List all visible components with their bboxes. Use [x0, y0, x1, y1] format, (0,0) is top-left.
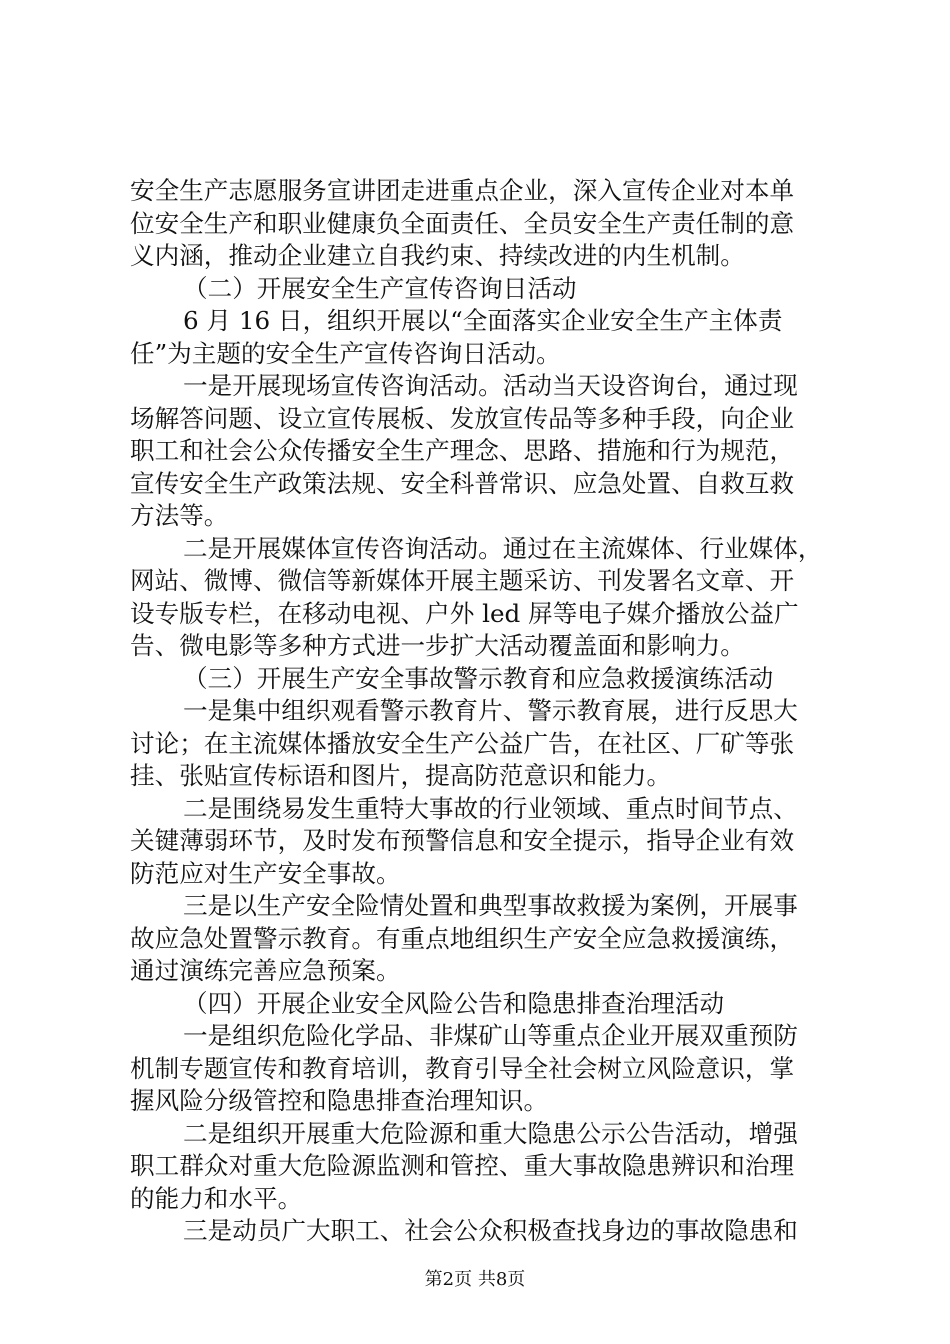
body-line: 讨论；在主流媒体播放安全生产公益广告，在社区、厂矿等张: [130, 728, 795, 758]
body-line: 二是围绕易发生重特大事故的行业领域、重点时间节点、: [183, 793, 798, 823]
body-line: 场解答问题、设立宣传展板、发放宣传品等多种手段，向企业: [130, 403, 795, 433]
body-line: 一是组织危险化学品、非煤矿山等重点企业开展双重预防: [183, 1021, 798, 1050]
page-number-footer: 第2页 共8页: [424, 1268, 526, 1290]
body-line: 告、微电影等多种方式进一步扩大活动覆盖面和影响力。: [130, 631, 745, 660]
body-line: 故应急处置警示教育。有重点地组织生产安全应急救援演练，: [130, 923, 795, 953]
section-heading: （二）开展安全生产宣传咨询日活动: [183, 273, 577, 303]
body-line: 的能力和水平。: [130, 1183, 303, 1213]
body-line: 任”为主题的安全生产宣传咨询日活动。: [130, 338, 561, 368]
body-line: 三是动员广大职工、社会公众积极查找身边的事故隐患和: [183, 1216, 798, 1245]
body-line: 义内涵，推动企业建立自我约束、持续改进的内生机制。: [130, 241, 745, 270]
body-line: 关键薄弱环节，及时发布预警信息和安全提示，指导企业有效: [130, 826, 795, 855]
body-line: 二是开展媒体宣传咨询活动。通过在主流媒体、行业媒体，: [183, 533, 823, 563]
body-line: 网站、微博、微信等新媒体开展主题采访、刊发署名文章、开: [130, 566, 795, 595]
body-line: 设专版专栏，在移动电视、户外 led 屏等电子媒介播放公益广: [130, 598, 799, 628]
body-line: 二是组织开展重大危险源和重大隐患公示公告活动，增强: [183, 1118, 798, 1148]
body-line: 一是开展现场宣传咨询活动。活动当天设咨询台，通过现: [183, 371, 798, 400]
section-heading: （三）开展生产安全事故警示教育和应急救援演练活动: [183, 663, 774, 693]
body-line: 挂、张贴宣传标语和图片，提高防范意识和能力。: [130, 761, 672, 790]
section-heading: （四）开展企业安全风险公告和隐患排查治理活动: [183, 988, 725, 1018]
body-line: 一是集中组织观看警示教育片、警示教育展，进行反思大: [183, 696, 798, 725]
body-line: 职工群众对重大危险源监测和管控、重大事故隐患辨识和治理: [130, 1151, 795, 1180]
body-line: 通过演练完善应急预案。: [130, 956, 401, 985]
body-line: 位安全生产和职业健康负全面责任、全员安全生产责任制的意: [130, 208, 795, 238]
body-line: 防范应对生产安全事故。: [130, 858, 401, 888]
body-line: 方法等。: [130, 501, 229, 530]
body-line: 三是以生产安全险情处置和典型事故救援为案例，开展事: [183, 891, 798, 920]
body-line: 职工和社会公众传播安全生产理念、思路、措施和行为规范，: [130, 436, 795, 465]
body-line: 安全生产志愿服务宣讲团走进重点企业，深入宣传企业对本单: [130, 176, 795, 205]
body-line: 握风险分级管控和隐患排查治理知识。: [130, 1086, 549, 1115]
body-line: 6 月 16 日，组织开展以“全面落实企业安全生产主体责: [183, 306, 783, 335]
body-line: 宣传安全生产政策法规、安全科普常识、应急处置、自救互救: [130, 468, 795, 498]
body-line: 机制专题宣传和教育培训，教育引导全社会树立风险意识，掌: [130, 1053, 795, 1083]
